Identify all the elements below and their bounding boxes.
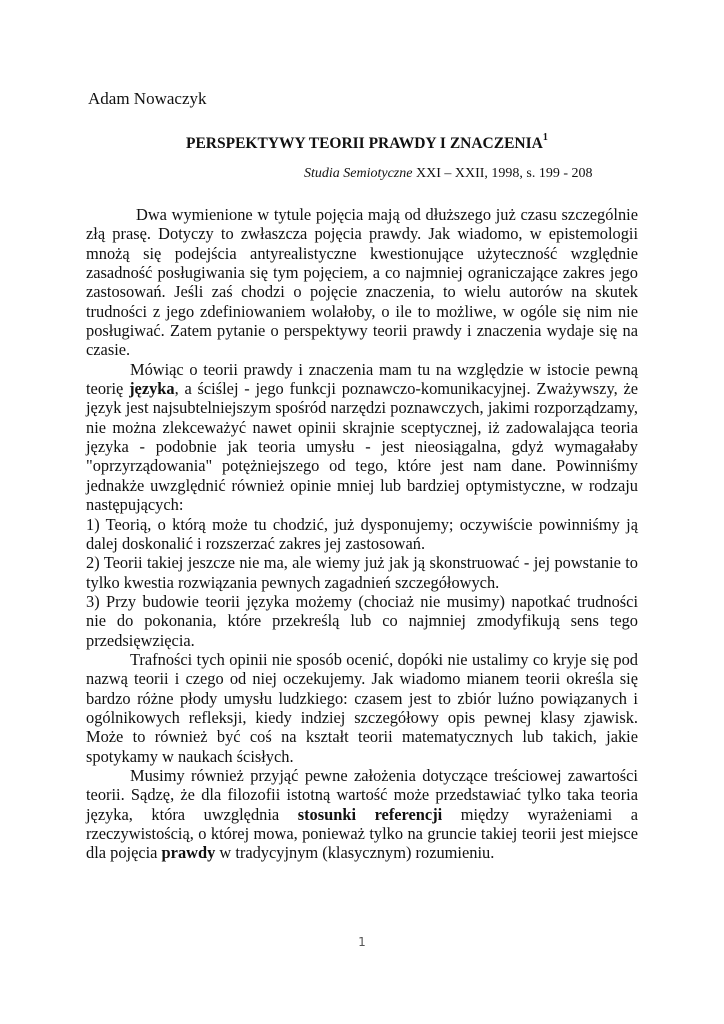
paragraph-text: między wyrażeniami a rzeczywistością, o której mowa, ponieważ tylko na gruncie takiej teorii jest miejsce dla pojęcia — [86, 804, 638, 863]
paragraph-text: Trafności tych opinii nie sposób ocenić, dopóki nie ustalimy co kryje się pod nazwą teorii i czego od niej oczekujemy. Jak wiadomo mianem teorii określa się bardzo różne płody umysłu ludzkiego: czasem jest to zbiór luźno powiązanych i ogólnikowych refleksji, kiedy indziej szczegółowy opis pewnej klasy zjawisk. Może to również być coś na kształt teorii matematycznych lub takich, jakie spotykamy w naukach ścisłych. — [86, 649, 638, 766]
paragraph-4 — [86, 766, 638, 863]
document-title — [186, 130, 548, 154]
source-citation — [304, 164, 593, 184]
list-item-2 — [86, 553, 638, 592]
list-item-text: 2) Teorii takiej jeszcze nie ma, ale wiemy już jak ją skonstruować - jej powstanie to tylko kwestia rozwiązania pewnych zagadnień szczegółowych. — [86, 553, 638, 592]
paragraph-text: , a ściślej - jego funkcji poznawczo-komunikacyjnej. Zważywszy, że język jest najsubtelniejszym spośród narzędzi poznawczych, jakimi rozporządzamy, nie można zlekceważyć nawet opinii skrajnie sceptycznej, iż zadowalająca teoria języka - podobnie jak teoria umysłu - jest nieosiągalna, gdyż wymagałaby "oprzyrządowania" potężniejszego od tego, które jest nam dane. Powinniśmy jednakże uwzględnić również opinie mniej lub bardziej optymistyczne, w rodzaju następujących: — [86, 379, 638, 515]
paragraph-text: w tradycyjnym (klasycznym) rozumieniu. — [215, 843, 495, 863]
emphasis-prawdy: prawdy — [161, 843, 216, 863]
title-text: PERSPEKTYWY TEORII PRAWDY I ZNACZENIA — [186, 135, 543, 153]
paragraph-text: Mówiąc o teorii prawdy i znaczenia mam tu na względzie w istocie pewną teorię — [86, 359, 638, 399]
list-item-text: 1) Teorią, o którą może tu chodzić, już dysponujemy; oczywiście powinniśmy ją dalej doskonalić i rozszerzać zakres jej zastosowań. — [86, 514, 638, 553]
list-item-3 — [86, 592, 638, 650]
paragraph-text: Musimy również przyjąć pewne założenia dotyczące treściowej zawartości teorii. Sądzę, że dla filozofii istotną wartość może przedstawiać tylko taka teoria języka, która uwzględnia — [86, 765, 638, 824]
source-journal: Studia Semiotyczne — [304, 166, 413, 181]
emphasis-stosunki-referencji: stosunki referencji — [297, 804, 443, 824]
list-item-text: 3) Przy budowie teorii języka możemy (chociaż nie musimy) napotkać trudności nie do pokonania, które przekreślą lub co najmniej zmodyfikują sens tego przedsięwzięcia. — [86, 591, 638, 650]
paragraph-1 — [86, 205, 638, 360]
list-item-1 — [86, 515, 638, 554]
paragraph-3 — [86, 650, 638, 766]
author-name: Adam Nowaczyk — [88, 89, 207, 108]
emphasis-jezyka: języka — [129, 379, 175, 399]
page-number: 1 — [358, 935, 366, 949]
paragraph-text: Dwa wymienione w tytule pojęcia mają od dłuższego już czasu szczególnie złą prasę. Dotyczy to zwłaszcza pojęcia prawdy. Jak wiadomo, w epistemologii mnożą się podejścia antyrealistyczne kwestionujące użyteczność względnie zasadność posługiwania się tym pojęciem, a co najmniej ograniczające zakres jego zastosowań. Jeśli zaś chodzi o pojęcie znaczenia, to wielu autorów na skutek trudności z jego zdefiniowaniem wolałoby, o ile to możliwe, w ogóle się nim nie posługiwać. Zatem pytanie o perspektywy teorii prawdy i znaczenia wydaje się na czasie. — [86, 205, 638, 360]
source-details: XXI – XXII, 1998, s. 199 - 208 — [412, 166, 593, 181]
body-text — [86, 205, 638, 863]
title-footnote-marker: 1 — [542, 132, 548, 143]
paragraph-2 — [86, 360, 638, 515]
